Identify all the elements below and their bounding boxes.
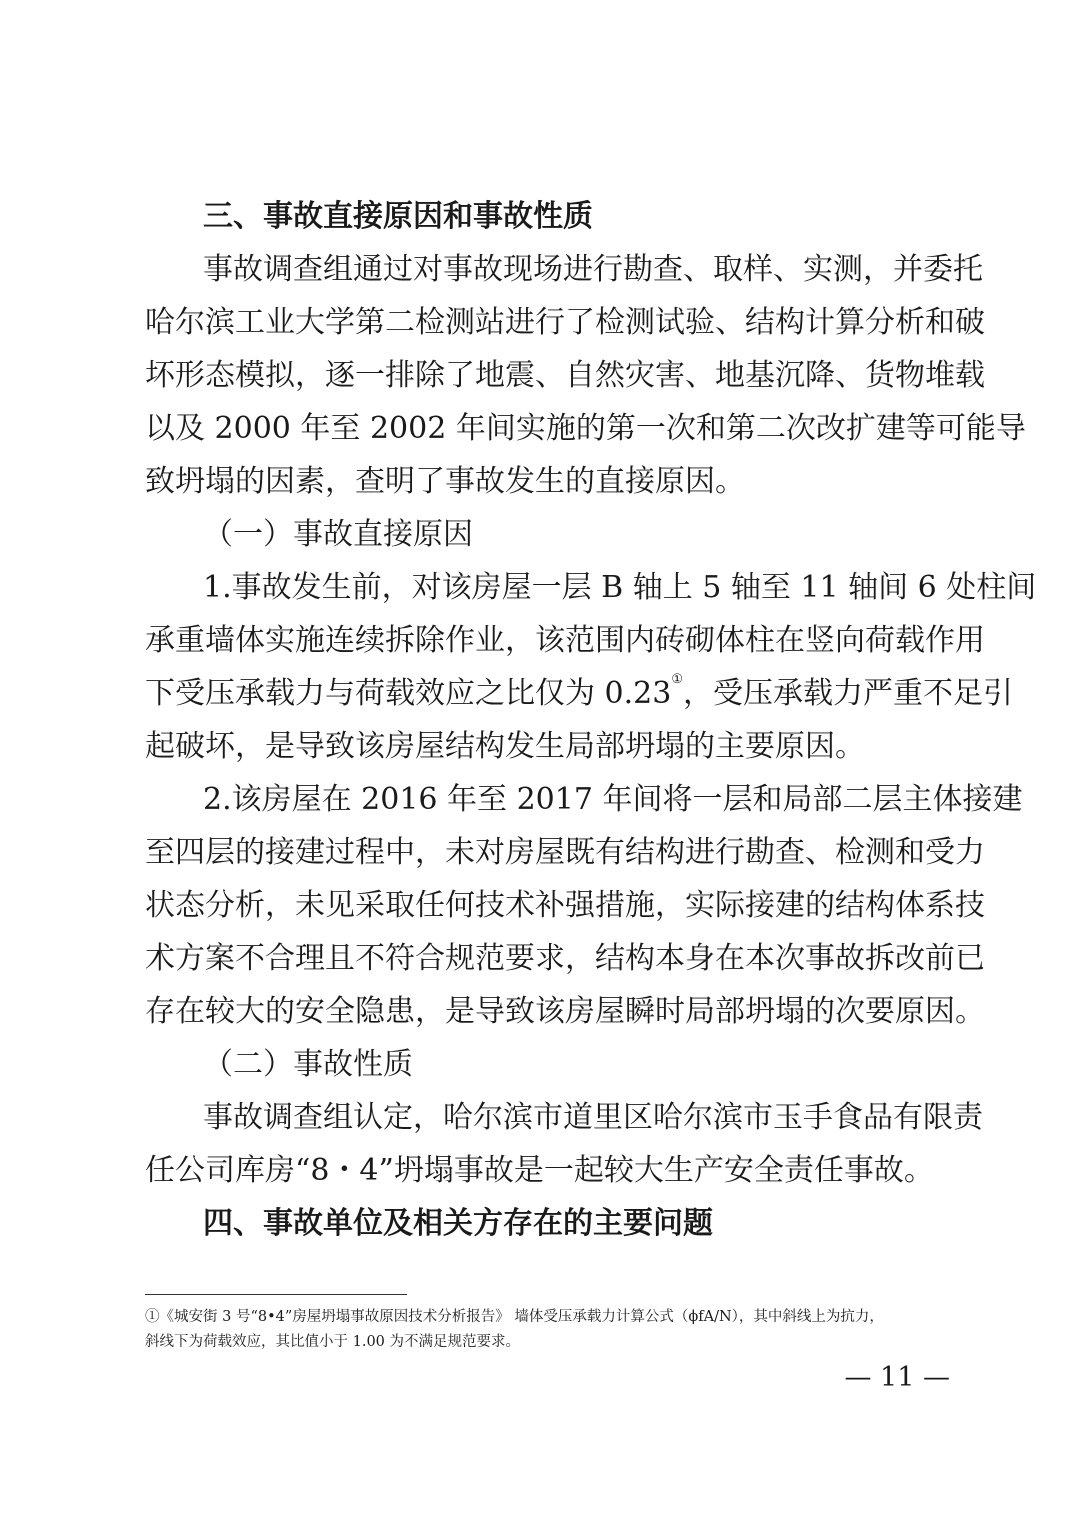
paragraph-text: 下受压承载力与荷载效应之比仅为 0.23 <box>145 676 672 711</box>
paragraph-line: 任公司库房“8・4”坍塌事故是一起较大生产安全责任事故。 <box>145 1153 934 1188</box>
paragraph-line: 事故调查组通过对事故现场进行勘查、取样、实测，并委托 <box>203 252 983 287</box>
paragraph-line: 哈尔滨工业大学第二检测站进行了检测试验、结构计算分析和破 <box>145 305 985 340</box>
paragraph-line: 1.事故发生前，对该房屋一层 B 轴上 5 轴至 11 轴间 6 处柱间 <box>203 570 1037 605</box>
document-page <box>145 190 1037 1250</box>
paragraph-line: 致坍塌的因素，查明了事故发生的直接原因。 <box>145 464 745 499</box>
paragraph-line: 承重墙体实施连续拆除作业，该范围内砖砌体柱在竖向荷载作用 <box>145 623 985 658</box>
paragraph-line: 2.该房屋在 2016 年至 2017 年间将一层和局部二层主体接建 <box>203 782 1023 817</box>
section-4-heading: 四、事故单位及相关方存在的主要问题 <box>203 1206 713 1241</box>
footnote-line: 斜线下为荷载效应，其比值小于 1.00 为不满足规范要求。 <box>145 1334 521 1350</box>
section-3-heading: 三、事故直接原因和事故性质 <box>203 199 593 234</box>
subsection-2-heading: （二）事故性质 <box>203 1047 413 1082</box>
paragraph-line: 存在较大的安全隐患，是导致该房屋瞬时局部坍塌的次要原因。 <box>145 994 985 1029</box>
footnote <box>145 1305 945 1355</box>
footnote-reference[interactable]: ① <box>671 672 683 687</box>
paragraph-line: 起破坏，是导致该房屋结构发生局部坍塌的主要原因。 <box>145 729 865 764</box>
paragraph-line-with-footnote <box>145 667 1013 720</box>
paragraph-line: 至四层的接建过程中，未对房屋既有结构进行勘查、检测和受力 <box>145 835 985 870</box>
page-number: — 11 — <box>844 1362 950 1393</box>
paragraph-text: ，受压承载力严重不足引 <box>683 676 1013 711</box>
paragraph-line: 事故调查组认定，哈尔滨市道里区哈尔滨市玉手食品有限责 <box>203 1100 983 1135</box>
paragraph-line: 以及 2000 年至 2002 年间实施的第一次和第二次改扩建等可能导 <box>145 411 1026 446</box>
footnote-divider <box>145 1294 407 1295</box>
paragraph-line: 状态分析，未见采取任何技术补强措施，实际接建的结构体系技 <box>145 888 985 923</box>
paragraph-line: 术方案不合理且不符合规范要求，结构本身在本次事故拆改前已 <box>145 941 985 976</box>
paragraph-line: 坏形态模拟，逐一排除了地震、自然灾害、地基沉降、货物堆载 <box>145 358 985 393</box>
footnote-line: ①《城安街 3 号“8•4”房屋坍塌事故原因技术分析报告》 墙体受压承载力计算公式（ϕfA/N），其中斜线上为抗力， <box>145 1309 884 1325</box>
subsection-1-heading: （一）事故直接原因 <box>203 517 473 552</box>
